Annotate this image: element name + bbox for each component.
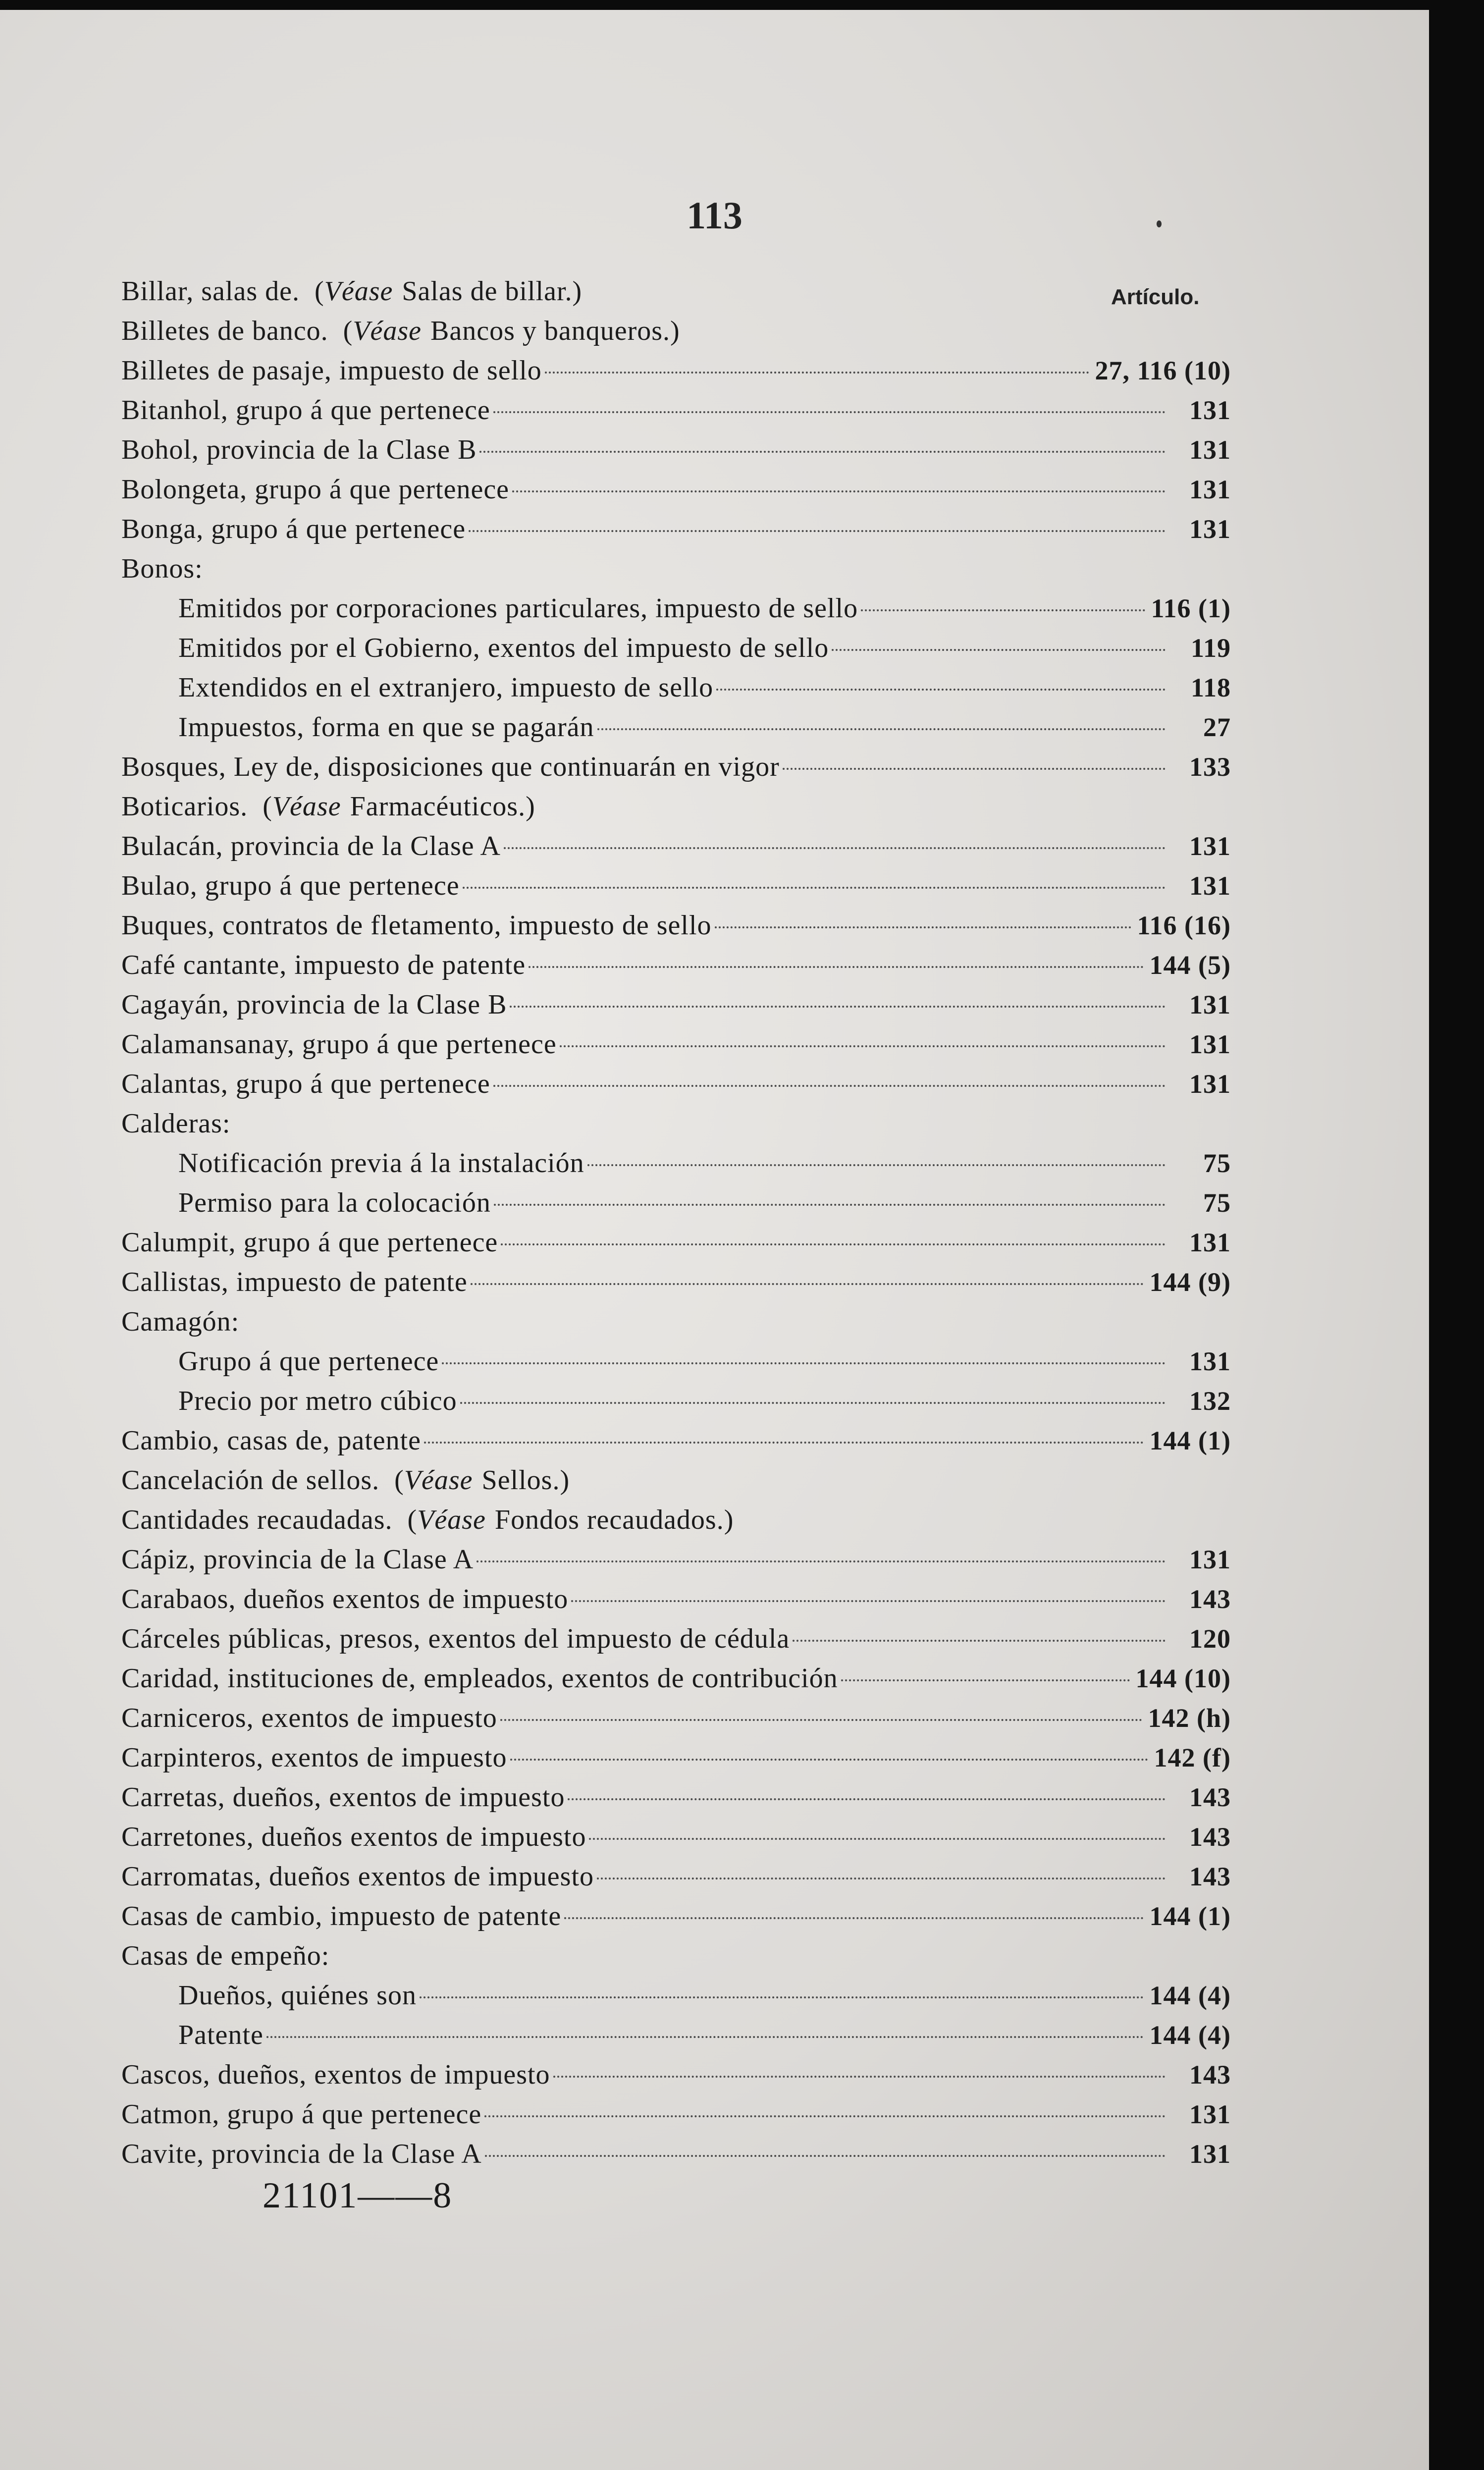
entry-text: Bulao, grupo á que pertenece bbox=[121, 870, 460, 901]
index-entry bbox=[121, 1460, 1231, 1500]
index-entry bbox=[121, 1262, 1231, 1302]
index-subentry bbox=[121, 628, 1231, 668]
dot-leader bbox=[716, 689, 1166, 691]
index-subentry bbox=[121, 668, 1231, 707]
index-entry bbox=[121, 1104, 1231, 1143]
index-entry bbox=[121, 866, 1231, 906]
article-reference: 144 (1) bbox=[1149, 1426, 1231, 1455]
page-number: 113 bbox=[687, 194, 742, 237]
entry-text: Catmon, grupo á que pertenece bbox=[121, 2099, 482, 2130]
article-reference: 143 bbox=[1189, 1782, 1231, 1812]
dot-leader bbox=[715, 926, 1131, 928]
entry-text: Caridad, instituciones de, empleados, exentos de contribución bbox=[121, 1663, 838, 1694]
entry-text: Calamansanay, grupo á que pertenece bbox=[121, 1029, 557, 1060]
see-target: Fondos recaudados. bbox=[494, 1504, 724, 1535]
entry-text: Callistas, impuesto de patente bbox=[121, 1267, 468, 1297]
index-entry bbox=[121, 1857, 1231, 1896]
article-reference: 144 (9) bbox=[1149, 1267, 1231, 1297]
article-reference: 131 bbox=[1189, 475, 1231, 504]
index-entry bbox=[121, 1302, 1231, 1342]
index-entry bbox=[121, 470, 1231, 509]
index-entry bbox=[121, 509, 1231, 549]
index-subentry bbox=[121, 707, 1231, 747]
dot-leader bbox=[424, 1442, 1144, 1444]
article-reference: 144 (5) bbox=[1149, 950, 1231, 980]
entry-text: Billetes de pasaje, impuesto de sello bbox=[121, 355, 542, 386]
see-label: Véase bbox=[324, 276, 393, 307]
entry-text: Carpinteros, exentos de impuesto bbox=[121, 1742, 507, 1773]
article-reference: 131 bbox=[1189, 1346, 1231, 1376]
entry-text: Bulacán, provincia de la Clase A bbox=[121, 831, 501, 861]
dot-leader bbox=[587, 1164, 1166, 1166]
dot-leader bbox=[568, 1798, 1166, 1800]
see-label: Véase bbox=[353, 316, 422, 346]
index-entry bbox=[121, 1777, 1231, 1817]
index-entry bbox=[121, 945, 1231, 985]
index-entry bbox=[121, 1500, 1231, 1540]
dot-leader bbox=[484, 2115, 1166, 2117]
entry-text: Impuestos, forma en que se pagarán bbox=[178, 712, 594, 743]
see-target: Salas de billar. bbox=[402, 276, 573, 307]
article-reference: 131 bbox=[1189, 871, 1231, 901]
index-page bbox=[0, 10, 1429, 2470]
article-reference: 120 bbox=[1189, 1624, 1231, 1654]
index-entry bbox=[121, 1223, 1231, 1262]
see-label: Véase bbox=[417, 1504, 486, 1535]
index-entry bbox=[121, 985, 1231, 1024]
dot-leader bbox=[841, 1679, 1130, 1681]
article-reference: 116 (1) bbox=[1151, 593, 1231, 623]
entry-text: Bitanhol, grupo á que pertenece bbox=[121, 395, 490, 426]
dot-leader bbox=[494, 1204, 1166, 1206]
entry-text: Billar, salas de. bbox=[121, 276, 300, 307]
dot-leader bbox=[493, 1085, 1166, 1087]
index-subentry bbox=[121, 589, 1231, 628]
entry-text: Bohol, provincia de la Clase B bbox=[121, 434, 477, 465]
article-reference: 133 bbox=[1189, 752, 1231, 782]
article-reference: 142 (h) bbox=[1148, 1703, 1231, 1733]
entry-text: Carretas, dueños, exentos de impuesto bbox=[121, 1782, 565, 1813]
entry-text: Precio por metro cúbico bbox=[178, 1386, 457, 1416]
index-entry bbox=[121, 351, 1231, 390]
entry-text: Grupo á que pertenece bbox=[178, 1346, 439, 1377]
entry-text: Bonga, grupo á que pertenece bbox=[121, 514, 466, 544]
entry-text: Cambio, casas de, patente bbox=[121, 1425, 422, 1456]
index-subentry bbox=[121, 1183, 1231, 1223]
dot-leader bbox=[597, 728, 1166, 730]
article-reference: 131 bbox=[1189, 1029, 1231, 1059]
dot-leader bbox=[500, 1719, 1142, 1721]
entry-text: Carretones, dueños exentos de impuesto bbox=[121, 1822, 586, 1852]
index-entry bbox=[121, 747, 1231, 787]
dot-leader bbox=[420, 1996, 1144, 1998]
article-reference: 142 (f) bbox=[1154, 1743, 1231, 1772]
article-reference: 131 bbox=[1189, 435, 1231, 465]
article-reference: 131 bbox=[1189, 831, 1231, 861]
dot-leader bbox=[460, 1402, 1166, 1404]
dot-leader bbox=[512, 490, 1166, 492]
column-header: Artículo. bbox=[1111, 285, 1200, 309]
entry-text: Cavite, provincia de la Clase A bbox=[121, 2139, 482, 2169]
index-entry bbox=[121, 1817, 1231, 1857]
index-entry bbox=[121, 430, 1231, 470]
dot-leader bbox=[469, 530, 1166, 532]
index-entry bbox=[121, 311, 1231, 351]
index-subentry bbox=[121, 1381, 1231, 1421]
index-entry bbox=[121, 1896, 1231, 1936]
entry-text: Casas de empeño: bbox=[121, 1940, 330, 1971]
article-reference: 131 bbox=[1189, 395, 1231, 425]
index-subentry bbox=[121, 2015, 1231, 2055]
dot-leader bbox=[545, 372, 1089, 374]
entry-text: Bolongeta, grupo á que pertenece bbox=[121, 474, 510, 505]
dot-leader bbox=[861, 609, 1145, 611]
dot-leader bbox=[564, 1917, 1143, 1919]
index-entry bbox=[121, 1936, 1231, 1976]
article-reference: 75 bbox=[1203, 1148, 1231, 1178]
article-reference: 118 bbox=[1190, 673, 1231, 702]
index-entry bbox=[121, 2055, 1231, 2094]
article-reference: 143 bbox=[1189, 1862, 1231, 1891]
see-reference: (Véase Farmacéuticos.) bbox=[263, 791, 535, 822]
see-label: Véase bbox=[272, 791, 341, 822]
article-reference: 132 bbox=[1189, 1386, 1231, 1416]
dot-leader bbox=[504, 847, 1166, 849]
entry-text: Cascos, dueños, exentos de impuesto bbox=[121, 2059, 550, 2090]
see-target: Bancos y banqueros. bbox=[430, 316, 671, 346]
see-target: Sellos. bbox=[481, 1465, 560, 1496]
see-reference: (Véase Salas de billar.) bbox=[315, 276, 583, 307]
index-subentry bbox=[121, 1976, 1231, 2015]
index-entries bbox=[121, 271, 1231, 2174]
entry-text: Carabaos, dueños exentos de impuesto bbox=[121, 1584, 569, 1614]
article-reference: 131 bbox=[1189, 2099, 1231, 2129]
dot-leader bbox=[510, 1006, 1166, 1008]
dot-leader bbox=[793, 1640, 1166, 1642]
dot-leader bbox=[471, 1283, 1144, 1285]
dot-leader bbox=[832, 649, 1166, 651]
entry-text: Buques, contratos de fletamento, impuesto de sello bbox=[121, 910, 712, 941]
entry-text: Carromatas, dueños exentos de impuesto bbox=[121, 1861, 594, 1892]
entry-text: Cantidades recaudadas. bbox=[121, 1504, 393, 1535]
entry-text: Cancelación de sellos. bbox=[121, 1465, 380, 1496]
dot-leader bbox=[485, 2155, 1166, 2157]
article-reference: 144 (1) bbox=[1149, 1901, 1231, 1931]
ink-speck bbox=[1157, 220, 1162, 227]
article-reference: 27, 116 (10) bbox=[1095, 356, 1231, 385]
index-entry bbox=[121, 1421, 1231, 1460]
entry-text: Extendidos en el extranjero, impuesto de sello bbox=[178, 672, 714, 703]
see-reference: (Véase Sellos.) bbox=[394, 1465, 570, 1496]
entry-text: Emitidos por corporaciones particulares, impuesto de sello bbox=[178, 593, 858, 624]
article-reference: 143 bbox=[1189, 2060, 1231, 2090]
dot-leader bbox=[560, 1045, 1166, 1047]
entry-text: Notificación previa á la instalación bbox=[178, 1148, 584, 1179]
entry-text: Camagón: bbox=[121, 1306, 240, 1337]
index-entry bbox=[121, 1064, 1231, 1104]
article-reference: 131 bbox=[1189, 1069, 1231, 1099]
index-subentry bbox=[121, 1143, 1231, 1183]
entry-text: Dueños, quiénes son bbox=[178, 1980, 417, 2011]
entry-text: Cápiz, provincia de la Clase A bbox=[121, 1544, 474, 1575]
index-entry bbox=[121, 1024, 1231, 1064]
index-entry bbox=[121, 2094, 1231, 2134]
dot-leader bbox=[529, 966, 1143, 968]
entry-text: Permiso para la colocación bbox=[178, 1187, 491, 1218]
entry-text: Café cantante, impuesto de patente bbox=[121, 950, 526, 980]
index-entry bbox=[121, 1579, 1231, 1619]
article-reference: 143 bbox=[1189, 1584, 1231, 1614]
article-reference: 144 (4) bbox=[1149, 2020, 1231, 2050]
index-entry bbox=[121, 826, 1231, 866]
dot-leader bbox=[501, 1243, 1166, 1245]
article-reference: 131 bbox=[1189, 1228, 1231, 1257]
index-entry bbox=[121, 2134, 1231, 2174]
dot-leader bbox=[266, 2036, 1144, 2038]
article-reference: 143 bbox=[1189, 1822, 1231, 1852]
article-reference: 27 bbox=[1203, 712, 1231, 742]
article-reference: 144 (4) bbox=[1149, 1981, 1231, 2010]
index-subentry bbox=[121, 1342, 1231, 1381]
entry-text: Boticarios. bbox=[121, 791, 248, 822]
index-entry bbox=[121, 1619, 1231, 1659]
entry-text: Calantas, grupo á que pertenece bbox=[121, 1069, 490, 1099]
dot-leader bbox=[442, 1362, 1166, 1364]
entry-text: Casas de cambio, impuesto de patente bbox=[121, 1901, 562, 1932]
index-entry bbox=[121, 1738, 1231, 1777]
entry-text: Patente bbox=[178, 2020, 264, 2050]
article-reference: 119 bbox=[1190, 633, 1231, 663]
see-label: Véase bbox=[404, 1465, 473, 1496]
dot-leader bbox=[477, 1560, 1166, 1562]
article-reference: 131 bbox=[1189, 2139, 1231, 2169]
see-target: Farmacéuticos. bbox=[350, 791, 526, 822]
index-entry bbox=[121, 1698, 1231, 1738]
entry-text: Bosques, Ley de, disposiciones que continuarán en vigor bbox=[121, 752, 780, 782]
entry-text: Bonos: bbox=[121, 553, 203, 584]
index-entry bbox=[121, 906, 1231, 945]
index-entry bbox=[121, 1540, 1231, 1579]
index-entry bbox=[121, 1659, 1231, 1698]
article-reference: 144 (10) bbox=[1135, 1664, 1231, 1693]
index-entry bbox=[121, 390, 1231, 430]
article-reference: 131 bbox=[1189, 990, 1231, 1020]
entry-text: Billetes de banco. bbox=[121, 316, 328, 346]
article-reference: 131 bbox=[1189, 514, 1231, 544]
entry-text: Calderas: bbox=[121, 1108, 231, 1139]
dot-leader bbox=[589, 1838, 1166, 1840]
dot-leader bbox=[479, 451, 1166, 453]
article-reference: 75 bbox=[1203, 1188, 1231, 1218]
dot-leader bbox=[783, 768, 1166, 770]
index-entry bbox=[121, 549, 1231, 589]
index-entry bbox=[121, 787, 1231, 826]
dot-leader bbox=[510, 1759, 1148, 1761]
article-reference: 131 bbox=[1189, 1545, 1231, 1574]
dot-leader bbox=[463, 887, 1166, 889]
entry-text: Carniceros, exentos de impuesto bbox=[121, 1703, 497, 1733]
index-entry bbox=[121, 271, 1231, 311]
dot-leader bbox=[553, 2076, 1166, 2078]
see-reference: (Véase Fondos recaudados.) bbox=[407, 1504, 734, 1535]
see-reference: (Véase Bancos y banqueros.) bbox=[343, 316, 680, 346]
article-reference: 116 (16) bbox=[1137, 911, 1231, 940]
dot-leader bbox=[571, 1600, 1166, 1602]
entry-text: Cárceles públicas, presos, exentos del impuesto de cédula bbox=[121, 1623, 790, 1654]
printer-signature: 21101——8 bbox=[263, 2175, 453, 2216]
dot-leader bbox=[493, 411, 1166, 413]
entry-text: Calumpit, grupo á que pertenece bbox=[121, 1227, 498, 1258]
entry-text: Cagayán, provincia de la Clase B bbox=[121, 989, 507, 1020]
dot-leader bbox=[597, 1878, 1166, 1879]
entry-text: Emitidos por el Gobierno, exentos del impuesto de sello bbox=[178, 633, 829, 663]
